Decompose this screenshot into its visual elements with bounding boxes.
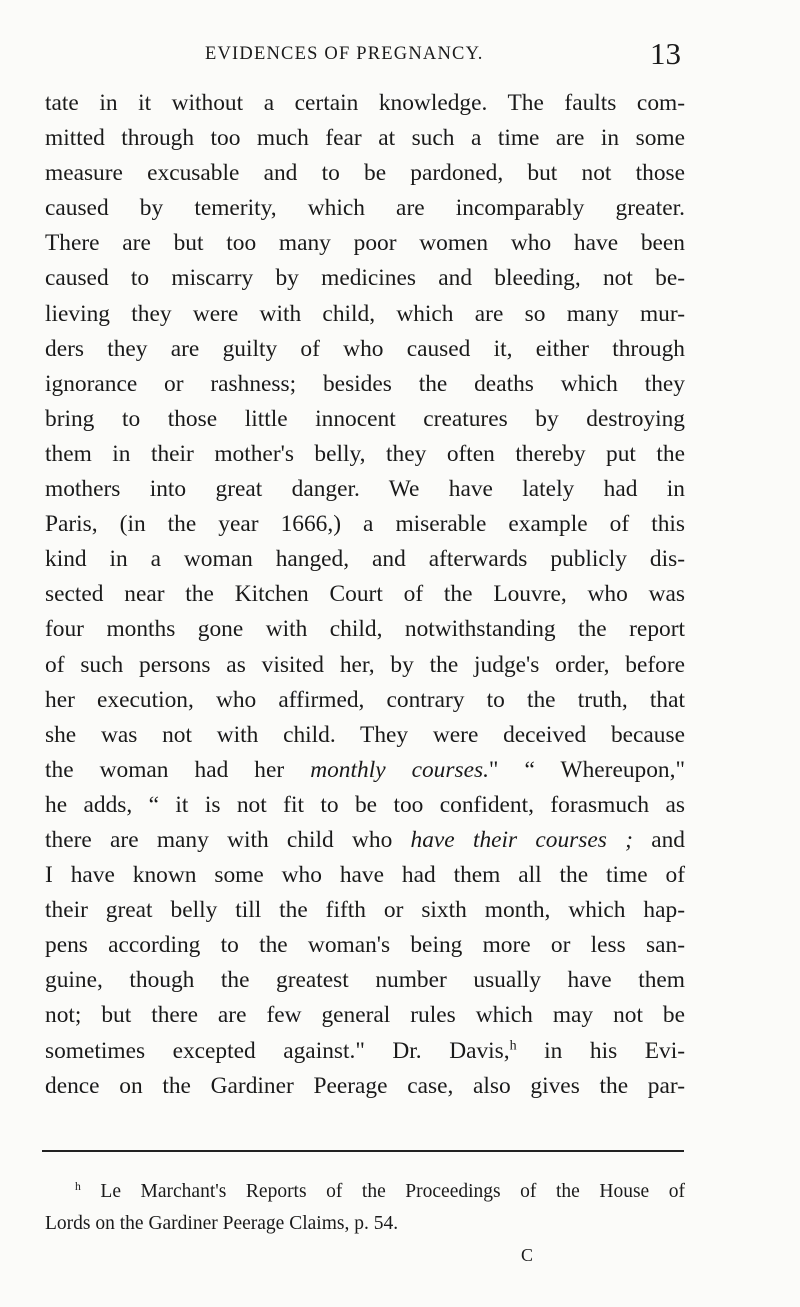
italic-phrase: monthly courses.	[310, 756, 489, 783]
footnote	[45, 1176, 685, 1240]
text-line: mitted through too much fear at such a time are in some	[45, 125, 685, 152]
text-line: sected near the Kitchen Court of the Louvre, who was	[45, 581, 685, 608]
text-line: mothers into great danger. We have lately had in	[45, 476, 685, 503]
footnote-line: Lords on the Gardiner Peerage Claims, p. 54.	[45, 1213, 399, 1234]
text-span: sometimes excepted against." Dr. Davis,	[45, 1037, 510, 1064]
text-span: there are many with child who	[45, 826, 411, 853]
text-line: ignorance or rashness; besides the deaths which they	[45, 370, 685, 397]
text-line: their great belly till the fifth or sixth month, which hap-	[45, 897, 685, 924]
text-line: caused by temerity, which are incomparably greater.	[45, 195, 685, 222]
text-line	[45, 823, 685, 858]
text-line: bring to those little innocent creatures by destroying	[45, 405, 685, 432]
footnote-line	[45, 1176, 685, 1208]
text-line: ders they are guilty of who caused it, either through	[45, 335, 685, 362]
text-line: tate in it without a certain knowledge. The faults com-	[45, 90, 685, 116]
text-line: she was not with child. They were deceived because	[45, 721, 685, 748]
footnote-reference: h	[509, 1037, 517, 1054]
text-line: of such persons as visited her, by the judge's order, before	[45, 651, 685, 678]
text-line: I have known some who have had them all the time of	[45, 862, 685, 889]
text-span: and	[632, 826, 685, 853]
page-header	[0, 36, 800, 72]
text-line: measure excusable and to be pardoned, but not those	[45, 160, 685, 187]
text-line: her execution, who affirmed, contrary to the truth, that	[45, 686, 685, 713]
text-line: caused to miscarry by medicines and bleeding, not be-	[45, 265, 685, 292]
footnote-text: Le Marchant's Reports of the Proceedings of the House of	[80, 1181, 685, 1202]
text-line: kind in a woman hanged, and afterwards publicly dis-	[45, 546, 685, 573]
running-head: EVIDENCES OF PREGNANCY.	[205, 44, 484, 64]
italic-phrase: have their courses ;	[410, 826, 633, 853]
text-span: the woman had her	[45, 756, 311, 783]
body-text	[45, 86, 685, 1104]
text-line: Paris, (in the year 1666,) a miserable example of this	[45, 511, 685, 538]
text-line: four months gone with child, notwithstanding the report	[45, 616, 685, 643]
text-line: guine, though the greatest number usually have them	[45, 967, 685, 994]
text-span: in his Evi-	[516, 1037, 685, 1064]
text-line: There are but too many poor women who have been	[45, 230, 685, 257]
text-span: " “ Whereupon,"	[488, 756, 685, 783]
text-line	[45, 753, 685, 788]
text-line: dence on the Gardiner Peerage case, also gives the par-	[45, 1072, 685, 1099]
text-line	[45, 1034, 685, 1069]
text-line: he adds, “ it is not fit to be too confident, forasmuch as	[45, 791, 685, 818]
signature-mark: C	[521, 1245, 534, 1265]
text-line: them in their mother's belly, they often thereby put the	[45, 440, 685, 467]
footnote-rule	[42, 1150, 684, 1152]
page-number: 13	[650, 36, 681, 71]
text-line: pens according to the woman's being more or less san-	[45, 932, 685, 959]
text-line: lieving they were with child, which are so many mur-	[45, 300, 685, 327]
footnote-marker: h	[75, 1179, 81, 1193]
text-line: not; but there are few general rules which may not be	[45, 1002, 685, 1029]
